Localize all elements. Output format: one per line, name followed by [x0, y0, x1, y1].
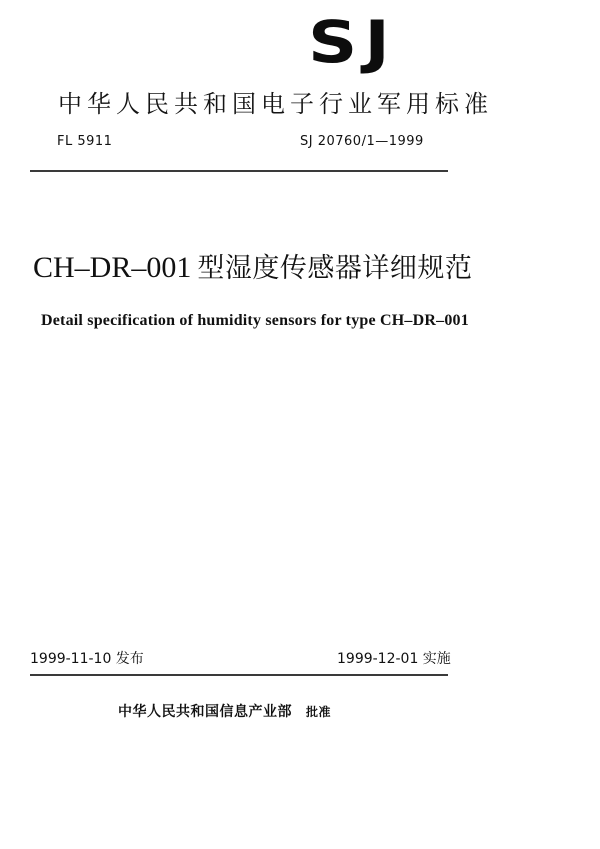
- approval-label: 批准: [306, 705, 332, 719]
- approving-authority: 中华人民共和国信息产业部: [118, 704, 292, 720]
- issue-date: 1999-11-10 发布: [30, 651, 144, 667]
- approval-line: [118, 702, 331, 722]
- standard-number: SJ 20760/1—1999: [300, 134, 424, 149]
- document-title-model: CH–DR–001: [33, 251, 192, 284]
- classification-code: FL 5911: [57, 134, 113, 149]
- document-title: [33, 250, 472, 287]
- effective-date: 1999-12-01 实施: [337, 651, 451, 667]
- footer-divider: [30, 674, 448, 676]
- sj-logo: SJ: [308, 8, 397, 76]
- document-subtitle-english: Detail specification of humidity sensors for type CH–DR–001: [41, 312, 469, 329]
- standard-category-heading: 中华人民共和国电子行业军用标准: [58, 90, 493, 118]
- document-title-chinese: 型湿度传感器详细规范: [197, 253, 473, 284]
- header-divider: [30, 170, 448, 172]
